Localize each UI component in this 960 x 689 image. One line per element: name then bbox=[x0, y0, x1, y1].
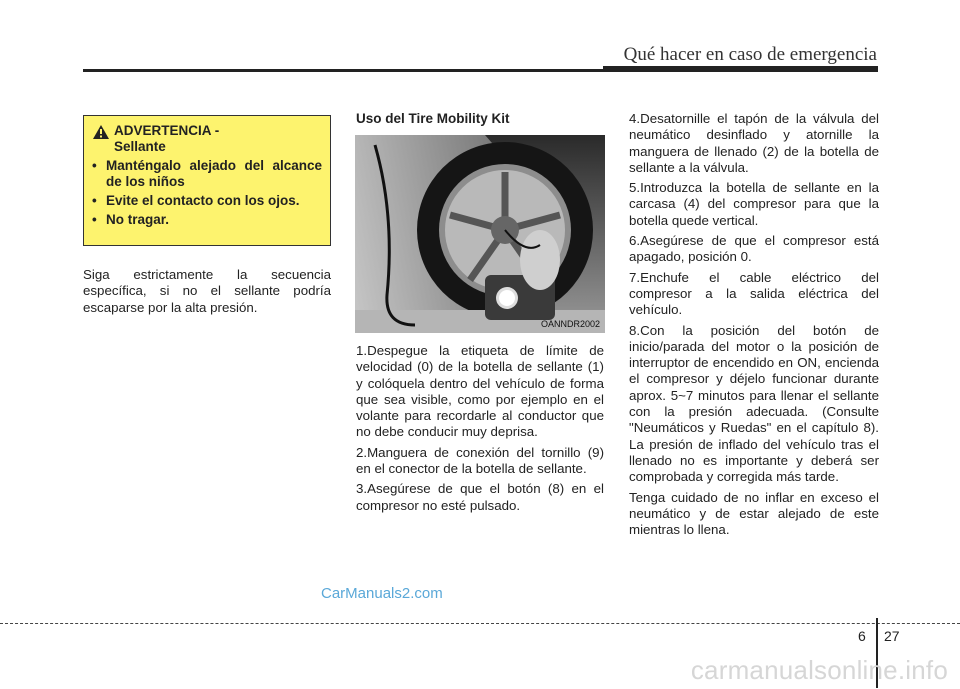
warning-title-line2: Sellante bbox=[114, 139, 166, 154]
step-number: 5. bbox=[629, 180, 641, 196]
section-title: Uso del Tire Mobility Kit bbox=[356, 111, 510, 126]
warning-header bbox=[92, 123, 322, 155]
step-text: Enchufe el cable eléctrico del compresor a la salida eléctrica del vehículo. bbox=[629, 269, 879, 318]
step-text: Asegúrese de que el compresor está apagado, posición 0. bbox=[629, 233, 879, 265]
step-number: 3. bbox=[356, 481, 368, 497]
step-text: Desatornille el tapón de la válvula del neumático desinflado y atornille la manguera de llenado (2) de la botella de sellante a la válvula. bbox=[629, 111, 879, 175]
warning-item: • No tragar. bbox=[92, 212, 322, 228]
step-text: Con la posición del botón de inicio/parada del motor o la posición de interruptor de encendido en ON, encienda el compresor y déjelo funcionar durante aprox. 5~7 minutos para llenar el sellante con la presión adecuada. (Consulte "Neumáticos y Ruedas" en el capítulo 8). La presión de inflado del vehículo tras el llenado no es importante y deberá ser comprobada y corregida más tarde. bbox=[629, 322, 879, 485]
step-number: 1. bbox=[356, 343, 368, 358]
step-item bbox=[629, 180, 879, 229]
step-text: Asegúrese de que el botón (8) en el compresor no esté pulsado. bbox=[356, 481, 604, 513]
warning-title-line1: ADVERTENCIA - bbox=[114, 123, 220, 138]
watermark-link[interactable]: CarManuals2.com bbox=[321, 585, 443, 602]
warning-item: • Evite el contacto con los ojos. bbox=[92, 193, 322, 209]
footer-divider bbox=[0, 623, 960, 624]
step-text: Despegue la etiqueta de límite de velocidad (0) de la botella de sellante (1) y colóquela dentro del vehículo de forma que sea visible, como por ejemplo en el volante para recordarle al conductor que no debe conducir muy deprisa. bbox=[356, 343, 604, 440]
step-number: 8. bbox=[629, 322, 641, 338]
step-item bbox=[629, 233, 879, 266]
warning-title bbox=[114, 123, 219, 155]
header-title: Qué hacer en caso de emergencia bbox=[623, 44, 877, 65]
header-rule-accent bbox=[603, 66, 878, 71]
tire-kit-photo bbox=[355, 135, 605, 333]
footer-site-watermark: carmanualsonline.info bbox=[690, 655, 948, 685]
step-number: 4. bbox=[629, 111, 641, 126]
step-item bbox=[356, 481, 604, 514]
photo-code: OANNDR2002 bbox=[540, 319, 600, 329]
warning-list bbox=[92, 158, 322, 228]
step-number: 6. bbox=[629, 233, 641, 249]
step-note: Tenga cuidado de no inflar en exceso el neumático y de estar alejado de este mientras lo llena. bbox=[629, 489, 879, 538]
page-number: 27 bbox=[884, 628, 900, 644]
step-item bbox=[629, 323, 879, 486]
step-item bbox=[629, 270, 879, 319]
warning-item: • Manténgalo alejado del alcance de los niños bbox=[92, 158, 322, 190]
step-item bbox=[356, 343, 604, 441]
steps-middle bbox=[356, 343, 604, 518]
step-number: 2. bbox=[356, 444, 368, 460]
step-item bbox=[629, 111, 879, 176]
chapter-number: 6 bbox=[858, 628, 866, 644]
warning-triangle-icon bbox=[92, 124, 114, 143]
step-text: Introduzca la botella de sellante en la carcasa (4) del compresor para que la botella quede vertical. bbox=[629, 180, 879, 228]
step-text: Manguera de conexión del tornillo (9) en el conector de la botella de sellante. bbox=[356, 444, 604, 477]
step-item bbox=[356, 445, 604, 478]
left-paragraph: Siga estrictamente la secuencia específica, si no el sellante podría escaparse por la alta presión. bbox=[83, 267, 331, 315]
warning-box bbox=[83, 115, 331, 246]
tire-kit-illustration bbox=[355, 135, 605, 333]
steps-right bbox=[629, 111, 879, 542]
step-number: 7. bbox=[629, 269, 641, 285]
